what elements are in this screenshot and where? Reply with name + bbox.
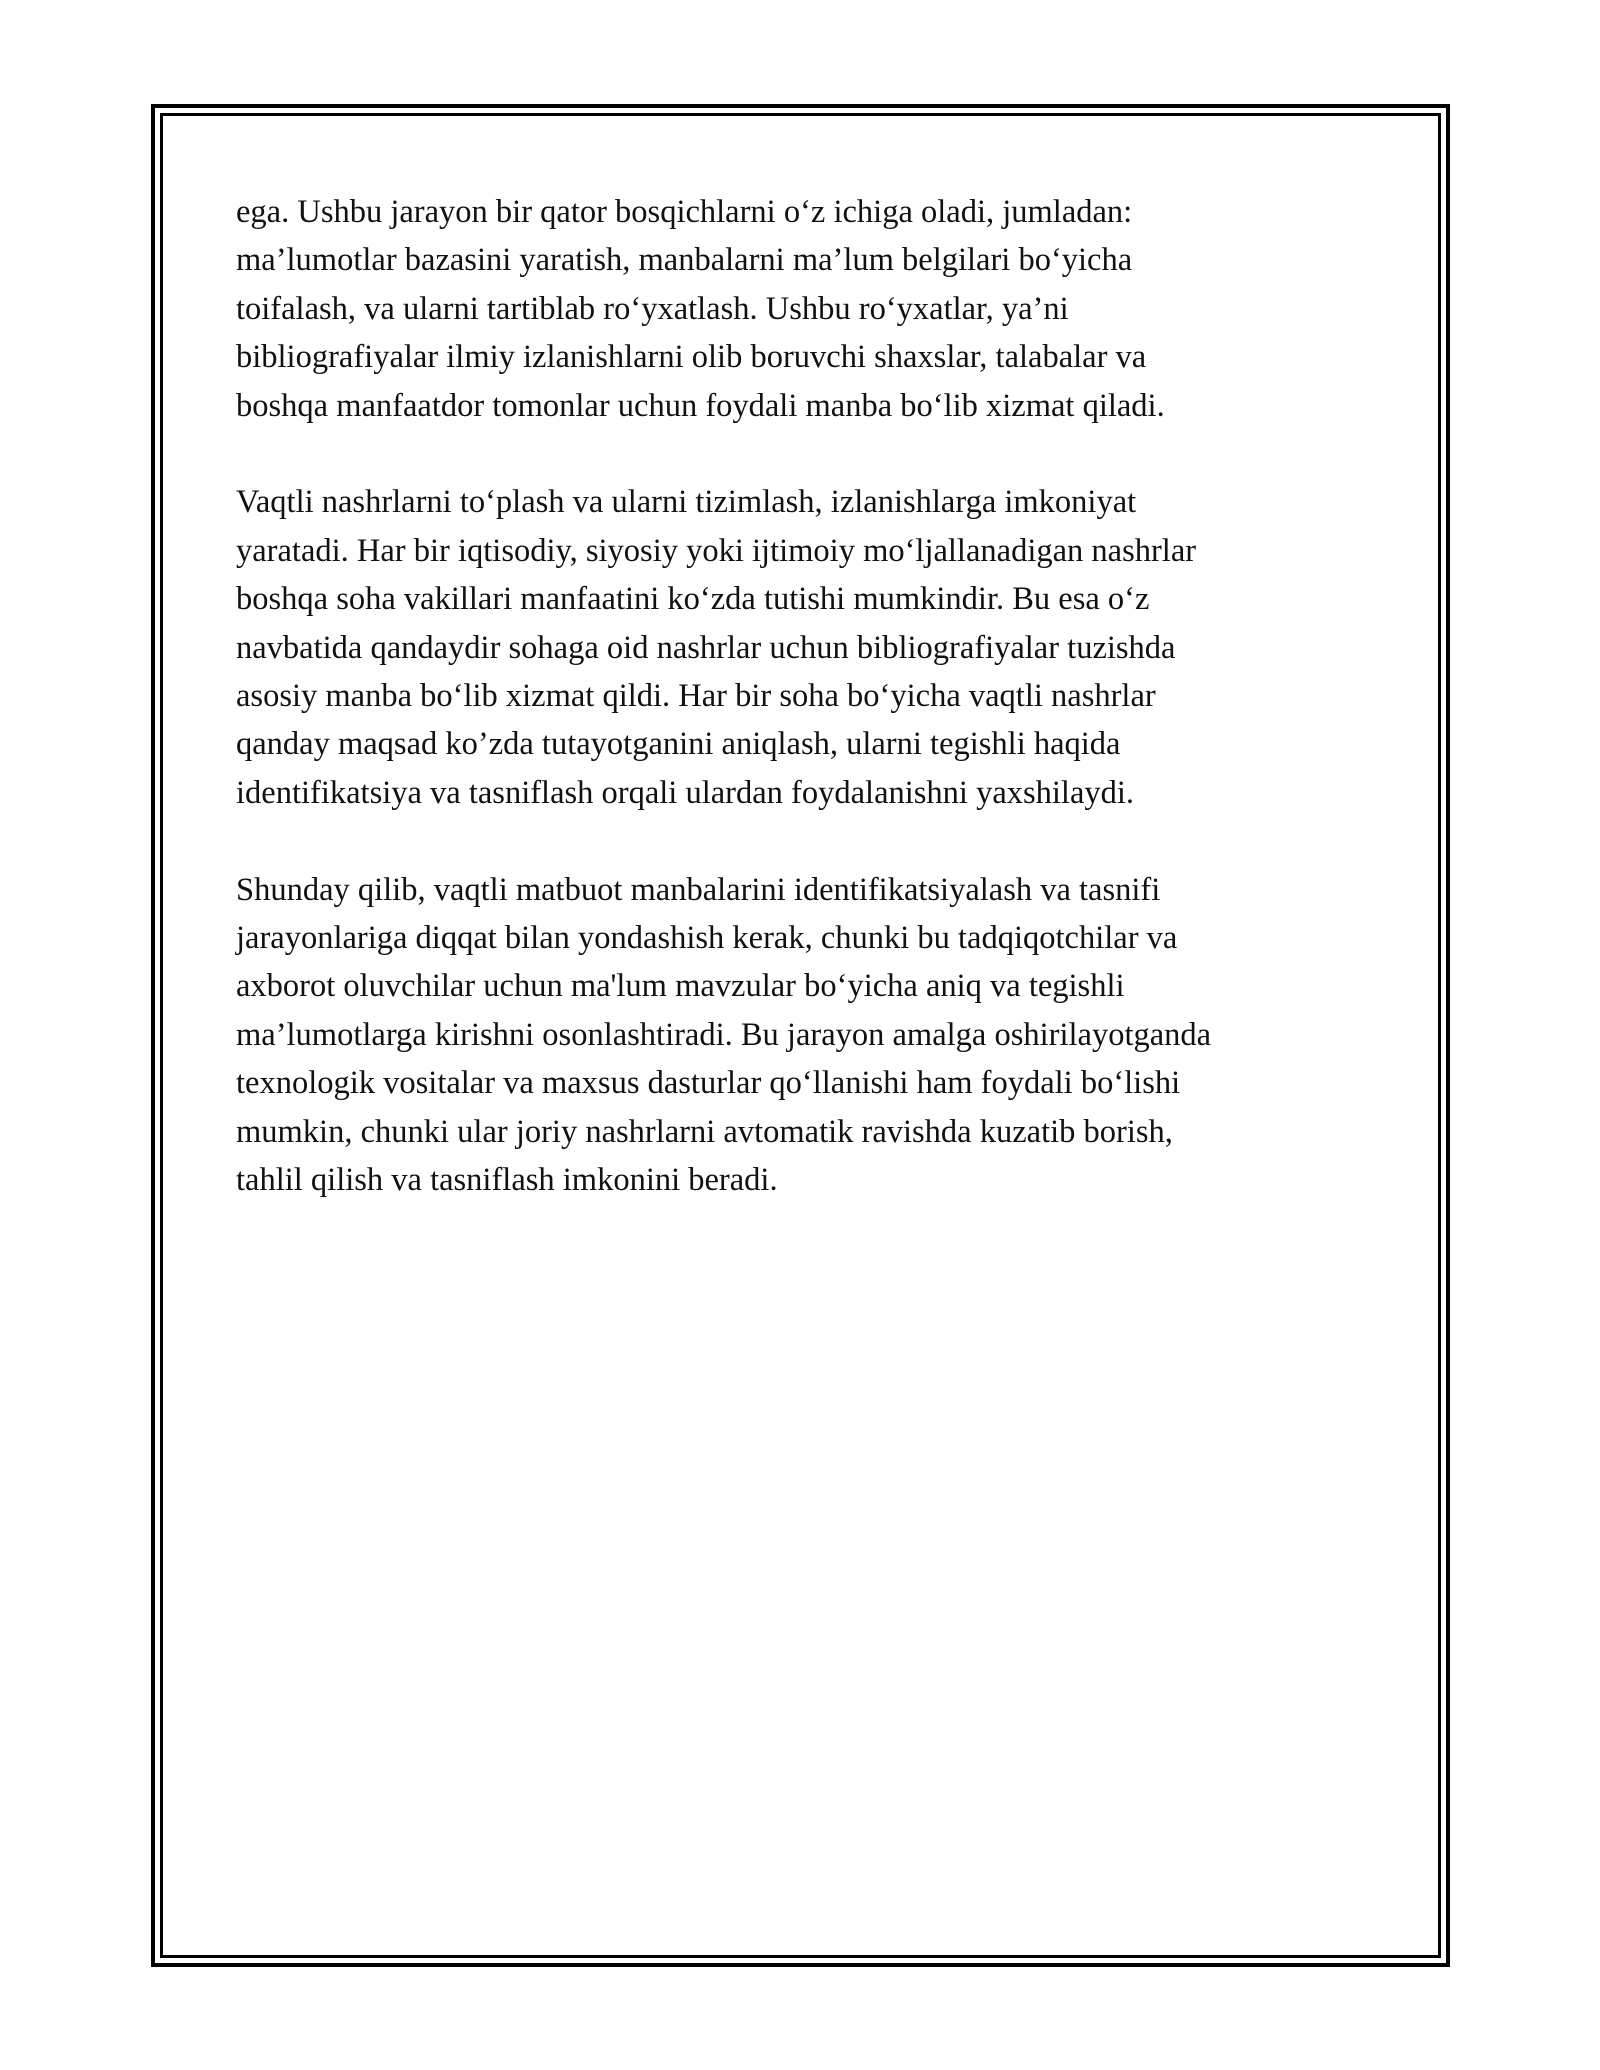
text-line: axborot oluvchilar uchun ma'lum mavzular bo‘yicha aniq va tegishli bbox=[236, 968, 1125, 1005]
text-line: navbatida qandaydir sohaga oid nashrlar uchun bibliografiyalar tuzishda bbox=[236, 629, 1176, 666]
text-line: qanday maqsad ko’zda tutayotganini aniqlash, ularni tegishli haqida bbox=[236, 726, 1121, 763]
text-line: jarayonlariga diqqat bilan yondashish kerak, chunki bu tadqiqotchilar va bbox=[236, 920, 1178, 957]
body-text bbox=[236, 188, 1376, 1253]
text-line: bibliografiyalar ilmiy izlanishlarni olib boruvchi shaxslar, talabalar va bbox=[236, 339, 1147, 376]
text-line: ma’lumotlar bazasini yaratish, manbalarni ma’lum belgilari bo‘yicha bbox=[236, 242, 1133, 279]
text-line: boshqa soha vakillari manfaatini ko‘zda tutishi mumkindir. Bu esa o‘z bbox=[236, 581, 1150, 618]
text-line: identifikatsiya va tasniflash orqali ulardan foydalanishni yaxshilaydi. bbox=[236, 774, 1135, 811]
text-line: asosiy manba bo‘lib xizmat qildi. Har bir soha bo‘yicha vaqtli nashrlar bbox=[236, 678, 1156, 715]
paragraph-1 bbox=[236, 188, 1376, 430]
text-line: boshqa manfaatdor tomonlar uchun foydali manba bo‘lib xizmat qiladi. bbox=[236, 387, 1165, 424]
paragraph-3 bbox=[236, 866, 1376, 1205]
text-line: mumkin, chunki ular joriy nashrlarni avtomatik ravishda kuzatib borish, bbox=[236, 1113, 1173, 1150]
text-line: Vaqtli nashrlarni to‘plash va ularni tizimlash, izlanishlarga imkoniyat bbox=[236, 484, 1137, 521]
text-line: ma’lumotlarga kirishni osonlashtiradi. Bu jarayon amalga oshirilayotganda bbox=[236, 1016, 1212, 1053]
text-line: ega. Ushbu jarayon bir qator bosqichlarni o‘z ichiga oladi, jumladan: bbox=[236, 194, 1133, 230]
text-line: texnologik vositalar va maxsus dasturlar qo‘llanishi ham foydali bo‘lishi bbox=[236, 1065, 1181, 1102]
text-line: toifalash, va ularni tartiblab ro‘yxatlash. Ushbu ro‘yxatlar, ya’ni bbox=[236, 290, 1069, 327]
text-line: Shunday qilib, vaqtli matbuot manbalarini identifikatsiyalash va tasnifi bbox=[236, 871, 1161, 908]
text-line: tahlil qilish va tasniflash imkonini beradi. bbox=[236, 1162, 778, 1199]
text-line: yaratadi. Har bir iqtisodiy, siyosiy yoki ijtimoiy mo‘ljallanadigan nashrlar bbox=[236, 532, 1197, 569]
paragraph-2 bbox=[236, 478, 1376, 817]
